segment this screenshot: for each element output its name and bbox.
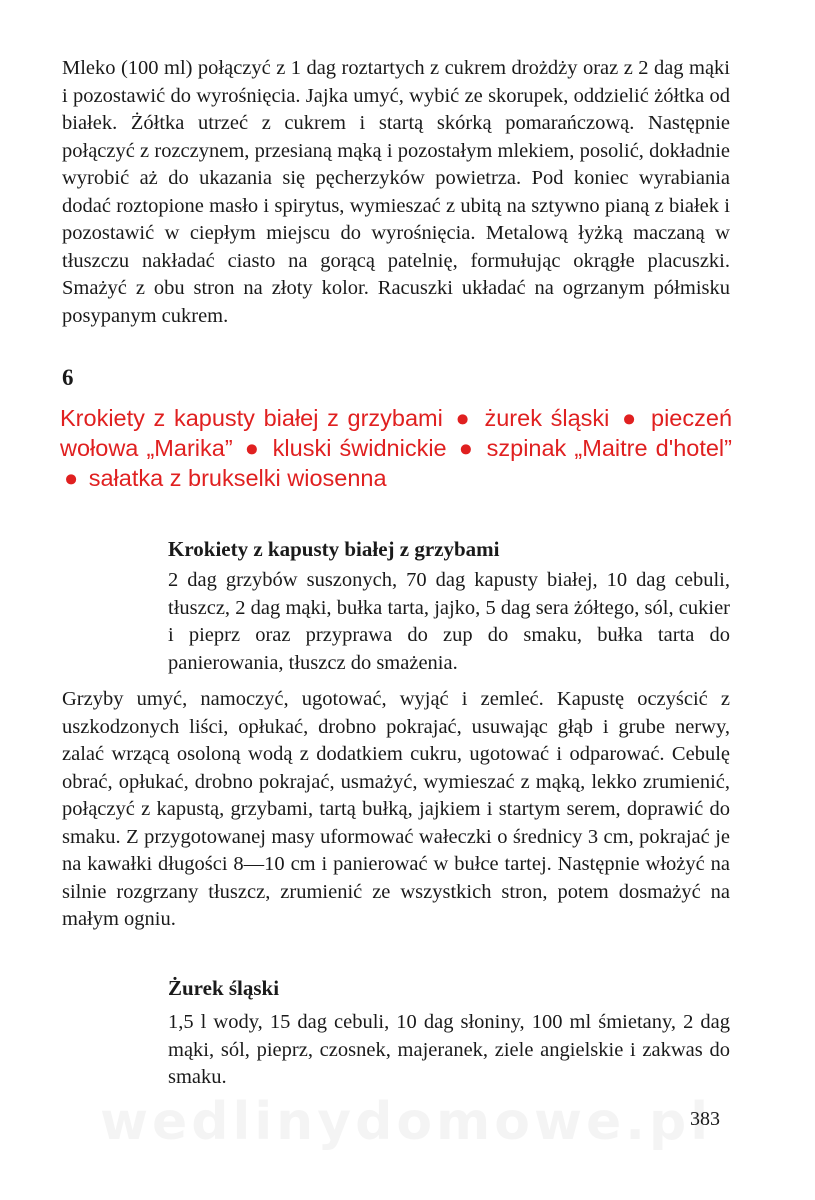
menu-item: sałatka z brukselki wiosenna bbox=[88, 465, 387, 491]
menu-item: żurek śląski bbox=[484, 405, 610, 431]
page-number: 383 bbox=[690, 1108, 720, 1130]
bullet-icon: ● bbox=[64, 465, 79, 491]
bullet-icon: ● bbox=[458, 435, 475, 461]
menu-list bbox=[60, 403, 732, 493]
recipe-ingredients: 1,5 l wody, 15 dag cebuli, 10 dag słoniny, 100 ml śmietany, 2 dag mąki, sól, pieprz, czosnek, majeranek, ziele angielskie i zakwas do smaku. bbox=[168, 1011, 730, 1088]
bullet-icon: ● bbox=[244, 435, 261, 461]
menu-item: szpinak „Maitre d'hotel” bbox=[486, 435, 732, 461]
recipe-title: Żurek śląski bbox=[168, 976, 280, 1000]
bullet-icon: ● bbox=[622, 405, 639, 431]
watermark bbox=[100, 1092, 712, 1152]
recipe-title: Krokiety z kapusty białej z grzybami bbox=[168, 537, 500, 561]
recipe-ingredients: 2 dag grzybów suszonych, 70 dag kapusty białej, 10 dag cebuli, tłuszcz, 2 dag mąki, bułka tarta, jajko, 5 dag sera żółtego, sól, cukier i pieprz oraz przyprawa do zup do smaku, bułka tarta do panierowania, tłuszcz do smażenia. bbox=[168, 569, 730, 674]
intro-paragraph: Mleko (100 ml) połączyć z 1 dag roztartych z cukrem drożdży oraz z 2 dag mąki i pozostawić do wyrośnięcia. Jajka umyć, wybić ze skorupek, oddzielić żółtka od białek. Żółtka utrzeć z cukrem i startą skórką pomarańczową. Następnie połączyć z rozczynem, przesianą mąką i pozostałym mlekiem, posolić, dokładnie wyrobić aż do ukazania się pęcherzyków powietrza. Pod koniec wyrabiania dodać roztopione masło i spirytus, wymieszać z ubitą na sztywno pianą z białek i pozostawić w ciepłym miejscu do wyrośnięcia. Metalową łyżką maczaną w tłuszczu nakładać ciasto na gorącą patelnię, formułując okrągłe placuszki. Smażyć z obu stron na złoty kolor. Racuszki układać na ogrzanym półmisku posypanym cukrem. bbox=[62, 57, 730, 327]
recipe-instructions: Grzyby umyć, namoczyć, ugotować, wyjąć i zemleć. Kapustę oczyścić z uszkodzonych liści, opłukać, drobno pokrajać, usuwając głąb i grube nerwy, zalać wrzącą osoloną wodą z dodatkiem cukru, ugotować i odparować. Cebulę obrać, opłukać, drobno pokrajać, usmażyć, wymieszać z mąką, lekko zrumienić, połączyć z kapustą, grzybami, tartą bułką, jajkiem i startym serem, doprawić do smaku. Z przygotowanej masy uformować wałeczki o średnicy 3 cm, pokrajać je na kawałki długości 8—10 cm i panierować w bułce tartej. Następnie włożyć na silnie rozgrzany tłuszcz, zrumienić ze wszystkich stron, potem dosmażyć na małym ogniu. bbox=[62, 688, 730, 930]
menu-item: pieczeń wołowa „Marika” bbox=[60, 405, 733, 461]
bullet-icon: ● bbox=[455, 405, 472, 431]
chapter-number: 6 bbox=[62, 365, 74, 390]
menu-item: Krokiety z kapusty białej z grzybami bbox=[60, 405, 443, 431]
menu-item: kluski świdnickie bbox=[272, 435, 447, 461]
